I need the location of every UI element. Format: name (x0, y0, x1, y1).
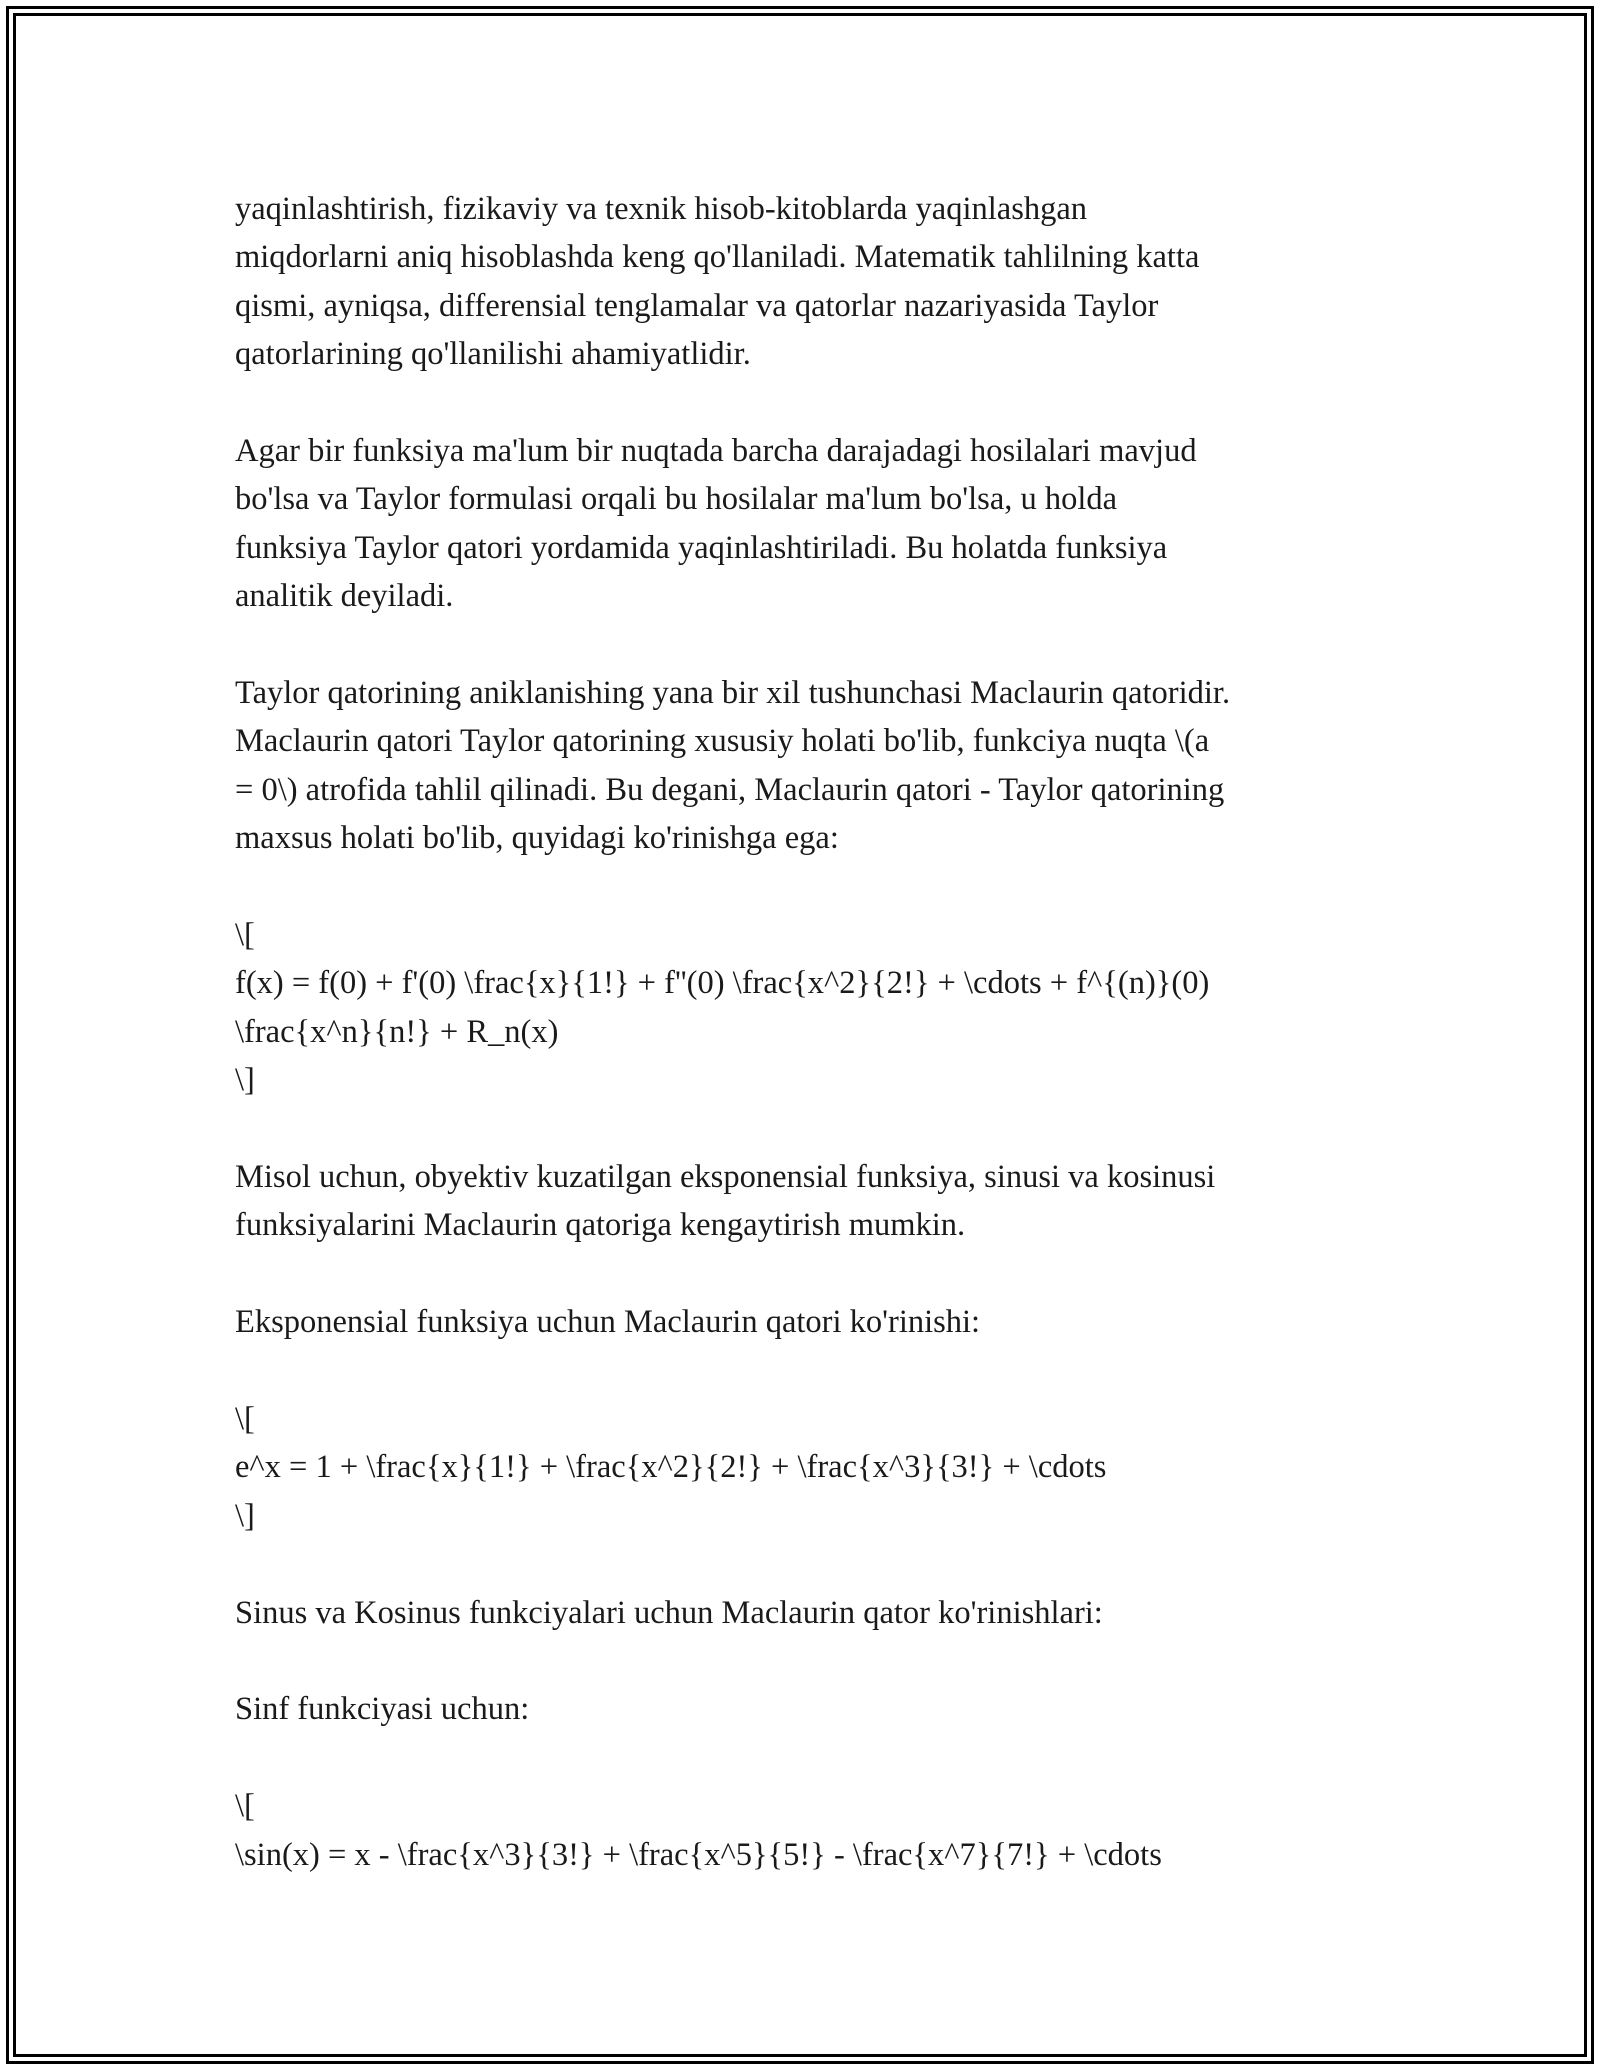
paragraph-examples: Misol uchun, obyektiv kuzatilgan eksponensial funksiya, sinusi va kosinusi funksiyalarini Maclaurin qatoriga kengaytirish mumkin. (235, 1159, 1216, 1244)
paragraph-exponential-heading: Eksponensial funksiya uchun Maclaurin qatori ko'rinishi: (235, 1304, 981, 1341)
formula-maclaurin-general: \[ f(x) = f(0) + f'(0) \frac{x}{1!} + f''(0) \frac{x^2}{2!} + \cdots + f^{(n)}(0) \frac{x^n}{n!} + R_n(x) \] (235, 917, 1210, 1099)
paragraph-maclaurin-definition: Taylor qatorining aniklanishing yana bir xil tushunchasi Maclaurin qatoridir. Maclaurin qatori Taylor qatorining xususiy holati bo'lib, funkciya nuqta \(a = 0\) atrofida tahlil qilinadi. Bu degani, Maclaurin qatori - Taylor qatorining maxsus holati bo'lib, quyidagi ko'rinishga ega: (235, 675, 1231, 857)
formula-exponential: \[ e^x = 1 + \frac{x}{1!} + \frac{x^2}{2!} + \frac{x^3}{3!} + \cdots \] (235, 1401, 1107, 1534)
formula-sin: \[ \sin(x) = x - \frac{x^3}{3!} + \frac{x^5}{5!} - \frac{x^7}{7!} + \cdots (235, 1788, 1162, 1873)
paragraph-taylor-applications: yaqinlashtirish, fizikaviy va texnik hisob-kitoblarda yaqinlashgan miqdorlarni aniq hisoblashda keng qo'llaniladi. Matematik tahlilning katta qismi, ayniqsa, differensial tenglamalar va qatorlar nazariyasida Taylor qatorlarining qo'llanilishi ahamiyatlidir. (235, 191, 1200, 373)
paragraph-sin-heading: Sinf funkciyasi uchun: (235, 1691, 530, 1728)
paragraph-sin-cos-heading: Sinus va Kosinus funkciyalari uchun Maclaurin qator ko'rinishlari: (235, 1594, 1103, 1631)
paragraph-analytic-function: Agar bir funksiya ma'lum bir nuqtada barcha darajadagi hosilalari mavjud bo'lsa va Taylor formulasi orqali bu hosilalar ma'lum bo'lsa, u holda funksiya Taylor qatori yordamida yaqinlashtiriladi. Bu holatda funksiya analitik deyiladi. (235, 433, 1197, 615)
document-body (235, 185, 1365, 1879)
